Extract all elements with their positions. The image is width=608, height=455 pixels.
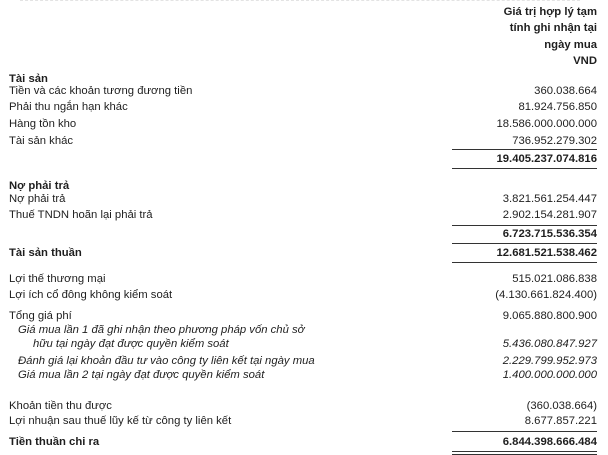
table-row [9, 99, 597, 115]
cash-received-label: Khoản tiền thu được [9, 400, 112, 412]
consideration-label: Tổng giá phí [9, 310, 72, 322]
first-purchase-value: 5.436.080.847.927 [502, 338, 597, 350]
column-header [457, 4, 597, 70]
net-assets-row [9, 245, 597, 261]
first-purchase-label-line2: hữu tại ngày đạt được quyền kiểm soát [33, 338, 229, 350]
column-header-line-1: Giá trị hợp lý tạm [503, 6, 597, 18]
row-value: 736.952.279.302 [512, 135, 597, 147]
row-value: 360.038.664 [534, 85, 597, 97]
net-cash-out-value: 6.844.398.666.484 [502, 436, 597, 448]
assets-total-row [9, 151, 597, 167]
column-header-currency: VND [573, 55, 597, 68]
profit-after-tax-label: Lợi nhuận sau thuế lũy kế từ công ty liên kết [9, 415, 232, 427]
row-label: Tài sản khác [9, 135, 74, 147]
row-label: Hàng tồn kho [9, 118, 77, 130]
second-purchase-value: 1.400.000.000.000 [502, 369, 597, 381]
top-cutoff-text [20, 0, 580, 3]
table-row [9, 287, 597, 303]
table-row [9, 271, 597, 287]
grand-total-double-rule [452, 451, 597, 455]
row-value: 18.586.000.000.000 [496, 118, 597, 130]
row-label: Thuế TNDN hoãn lại phải trả [9, 209, 153, 221]
total-rule [452, 262, 597, 263]
row-value: 2.902.154.281.907 [502, 209, 597, 221]
revaluation-label: Đánh giá lại khoản đầu tư vào công ty liên kết tại ngày mua [18, 355, 315, 367]
liabilities-heading: Nợ phải trả [9, 180, 70, 192]
net-cash-out-row [9, 434, 597, 450]
row-value: 3.821.561.254.447 [502, 193, 597, 205]
liabilities-total-value: 6.723.715.536.354 [502, 228, 597, 240]
total-rule [452, 168, 597, 169]
nci-value: (4.130.661.824.400) [495, 289, 597, 301]
revaluation-value: 2.229.799.952.973 [502, 355, 597, 367]
net-cash-out-label: Tiền thuần chi ra [9, 436, 100, 448]
profit-after-tax-value: 8.677.857.221 [524, 415, 597, 427]
assets-total-value: 19.405.237.074.816 [496, 153, 597, 165]
first-purchase-label-line1: Giá mua lần 1 đã ghi nhận theo phương pháp vốn chủ sở [18, 324, 305, 336]
table-row [9, 207, 597, 223]
table-row [9, 336, 597, 352]
subtotal-rule [452, 431, 597, 432]
goodwill-value: 515.021.086.838 [512, 273, 597, 285]
row-value: 81.924.756.850 [518, 101, 597, 113]
table-row [9, 83, 597, 99]
cash-received-value: (360.038.664) [526, 400, 597, 412]
table-row [9, 367, 597, 383]
assets-heading: Tài sản [9, 73, 48, 85]
row-label: Phải thu ngắn hạn khác [9, 101, 128, 113]
column-header-line-3: ngày mua [544, 38, 597, 51]
consideration-value: 9.065.880.800.900 [502, 310, 597, 322]
table-row [9, 398, 597, 414]
row-label: Tiền và các khoản tương đương tiền [9, 85, 193, 97]
total-rule [452, 243, 597, 244]
second-purchase-label: Giá mua lần 2 tại ngày đạt được quyền kiểm soát [18, 369, 265, 381]
net-assets-label: Tài sản thuần [9, 247, 82, 259]
table-row [9, 133, 597, 149]
table-row [9, 116, 597, 132]
nci-label: Lợi ích cổ đông không kiểm soát [9, 289, 173, 301]
subtotal-rule [452, 149, 597, 150]
table-row [9, 413, 597, 429]
liabilities-total-row [9, 226, 597, 242]
row-label: Nợ phải trả [9, 193, 66, 205]
table-row [9, 191, 597, 207]
column-header-line-2: tính ghi nhận tại [509, 22, 597, 35]
net-assets-value: 12.681.521.538.462 [496, 247, 597, 259]
goodwill-label: Lợi thế thương mại [9, 273, 106, 285]
